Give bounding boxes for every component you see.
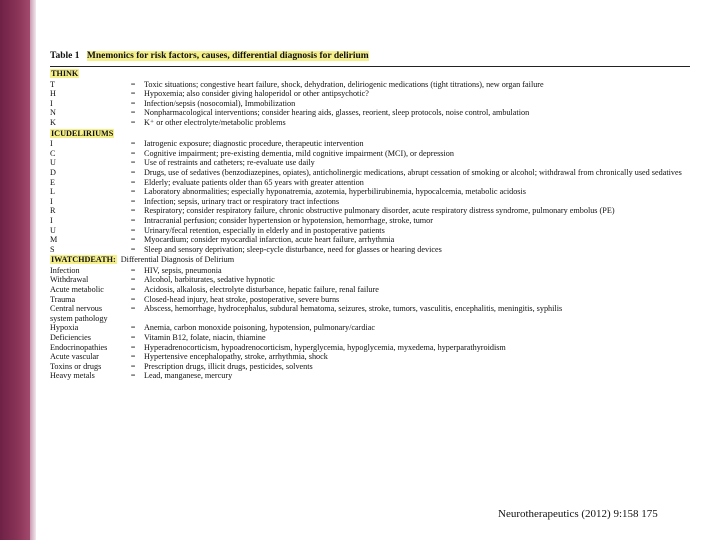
row-definition: Elderly; evaluate patients older than 65 years with greater attention: [144, 177, 364, 187]
row-separator: =: [130, 361, 136, 371]
row-definition: Drugs, use of sedatives (benzodiazepines, opiates), anticholinergic medications, abrupt cessation of smoking or alcohol; withdrawal from chronically used sedatives: [144, 167, 682, 177]
row-separator: =: [130, 225, 136, 235]
table-row: [50, 89, 690, 99]
citation: Neurotherapeutics (2012) 9:158 175: [498, 508, 658, 520]
row-key: H: [50, 89, 56, 99]
row-key: U: [50, 225, 56, 235]
table-row: [50, 285, 690, 295]
row-definition: Infection; sepsis, urinary tract or respiratory tract infections: [144, 196, 340, 206]
table-row: [50, 118, 690, 128]
row-separator: =: [130, 98, 136, 108]
table-row: [50, 226, 690, 236]
row-key: Acute vascular: [50, 352, 99, 362]
row-definition: Closed-head injury, heat stroke, postoperative, severe burns: [144, 294, 340, 304]
row-definition: Laboratory abnormalities; especially hyponatremia, azotemia, hyperbilirubinemia, hypocalcemia, metabolic acidosis: [144, 187, 526, 197]
table-row: [50, 187, 690, 197]
table-row: [50, 197, 690, 207]
row-key: Central nervous system pathology: [50, 304, 108, 323]
row-separator: =: [130, 352, 136, 362]
row-key: Heavy metals: [50, 371, 95, 381]
row-separator: =: [130, 167, 136, 177]
table-row: [50, 371, 690, 381]
table-row: [50, 99, 690, 109]
table-row: [50, 206, 690, 216]
row-separator: =: [130, 323, 136, 333]
table-row: [50, 362, 690, 372]
row-key: I: [50, 139, 53, 149]
row-definition: Iatrogenic exposure; diagnostic procedure, therapeutic intervention: [144, 139, 364, 149]
table-row: [50, 178, 690, 188]
row-definition: Sleep and sensory deprivation; sleep-cycle disturbance, need for glasses or hearing devices: [144, 244, 442, 254]
row-definition: Lead, manganese, mercury: [144, 371, 233, 381]
table-row: [50, 139, 690, 149]
table-label: Table 1: [50, 51, 80, 61]
row-definition: HIV, sepsis, pneumonia: [144, 265, 222, 275]
row-separator: =: [130, 177, 136, 187]
table-row: [50, 343, 690, 353]
section-heading-label: THINK: [51, 69, 79, 78]
row-key: T: [50, 79, 56, 89]
row-definition: K⁺ or other electrolyte/metabolic problems: [144, 117, 286, 127]
decorative-sidebar-edge: [30, 0, 36, 540]
table-row: [50, 80, 690, 90]
row-separator: =: [130, 371, 136, 381]
row-key: R: [50, 206, 56, 216]
row-separator: =: [130, 244, 136, 254]
row-key: I: [50, 98, 53, 108]
section-heading-suffix: Differential Diagnosis of Delirium: [120, 255, 235, 265]
row-key: Acute metabolic: [50, 285, 104, 295]
table-row: [50, 235, 690, 245]
row-definition: Infection/sepsis (nosocomial), Immobilization: [144, 98, 296, 108]
section-heading: [50, 255, 690, 265]
row-separator: =: [130, 196, 136, 206]
row-separator: =: [130, 333, 136, 343]
row-key: M: [50, 235, 58, 245]
row-separator: =: [130, 215, 136, 225]
row-separator: =: [130, 148, 136, 158]
row-key: E: [50, 177, 56, 187]
row-key: N: [50, 108, 56, 118]
row-separator: =: [130, 139, 136, 149]
row-definition: Intracranial perfusion; consider hypertension or hypotension, hemorrhage, stroke, tumor: [144, 215, 433, 225]
table-row: [50, 352, 690, 362]
row-separator: =: [130, 89, 136, 99]
row-separator: =: [130, 206, 136, 216]
row-separator: =: [130, 187, 136, 197]
row-definition: Respiratory; consider respiratory failure, chronic obstructive pulmonary disorder, acute respiratory distress syndrome, pulmonary embolus (PE): [144, 206, 615, 216]
section-heading-label: IWATCHDEATH:: [51, 255, 116, 265]
table-row: [50, 295, 690, 305]
row-definition: Prescription drugs, illicit drugs, pesticides, solvents: [144, 361, 313, 371]
section-heading: [50, 129, 690, 139]
row-separator: =: [130, 158, 136, 168]
row-key: Endocrinopathies: [50, 342, 108, 352]
row-separator: =: [130, 304, 136, 314]
row-definition: Alcohol, barbiturates, sedative hypnotic: [144, 275, 275, 285]
row-key: Hypoxia: [50, 323, 79, 333]
row-definition: Urinary/fecal retention, especially in elderly and in postoperative patients: [144, 225, 385, 235]
row-definition: Anemia, carbon monoxide poisoning, hypotension, pulmonary/cardiac: [144, 323, 376, 333]
row-key: Toxins or drugs: [50, 361, 102, 371]
row-key: Withdrawal: [50, 275, 89, 285]
row-separator: =: [130, 79, 136, 89]
row-definition: Hypertensive encephalopathy, stroke, arrhythmia, shock: [144, 352, 328, 362]
row-separator: =: [130, 285, 136, 295]
row-separator: =: [130, 108, 136, 118]
row-key: Infection: [50, 265, 80, 275]
row-definition: Abscess, hemorrhage, hydrocephalus, subdural hematoma, seizures, stroke, tumors, vasculitis, encephalitis, meningitis, syphilis: [144, 304, 563, 314]
row-separator: =: [130, 294, 136, 304]
table-row: [50, 168, 690, 178]
row-separator: =: [130, 342, 136, 352]
table-title: Mnemonics for risk factors, causes, differential diagnosis for delirium: [86, 51, 369, 61]
row-key: K: [50, 117, 56, 127]
row-definition: Myocardium; consider myocardial infarction, acute heart failure, arrhythmia: [144, 235, 395, 245]
table-row: [50, 245, 690, 255]
delirium-table: [50, 50, 690, 381]
table-caption: [50, 50, 690, 62]
table-row: [50, 275, 690, 285]
row-separator: =: [130, 265, 136, 275]
row-definition: Vitamin B12, folate, niacin, thiamine: [144, 333, 266, 343]
table-row: [50, 216, 690, 226]
table-row: [50, 149, 690, 159]
row-key: L: [50, 187, 56, 197]
table-row: [50, 108, 690, 118]
row-key: I: [50, 196, 53, 206]
row-separator: =: [130, 275, 136, 285]
row-key: C: [50, 148, 56, 158]
row-key: U: [50, 158, 56, 168]
table-top-rule: [50, 66, 690, 67]
row-separator: =: [130, 117, 136, 127]
table-row: [50, 333, 690, 343]
row-definition: Cognitive impairment; pre-existing dementia, mild cognitive impairment (MCI), or depression: [144, 148, 454, 158]
row-key: I: [50, 215, 53, 225]
section-heading-label: ICUDELIRIUMS: [51, 128, 114, 138]
row-key: Trauma: [50, 294, 76, 304]
row-key: S: [50, 244, 55, 254]
row-definition: Hyperadrenocorticism, hypoadrenocorticism, hyperglycemia, hypoglycemia, myxedema, hyperparathyroidism: [144, 342, 506, 352]
row-definition: Toxic situations; congestive heart failure, shock, dehydration, deliriogenic medications (tight titrations), new organ failure: [144, 79, 544, 89]
row-definition: Acidosis, alkalosis, electrolyte disturbance, hepatic failure, renal failure: [144, 285, 379, 295]
row-definition: Hypoxemia; also consider giving haloperidol or other antipsychotic?: [144, 89, 369, 99]
row-key: D: [50, 167, 56, 177]
row-definition: Use of restraints and catheters; re-evaluate use daily: [144, 158, 315, 168]
table-row: [50, 158, 690, 168]
table-row: [50, 323, 690, 333]
row-key: Deficiencies: [50, 333, 91, 343]
table-body: [50, 69, 690, 381]
row-definition: Nonpharmacological interventions; consider hearing aids, glasses, reorient, sleep protocols, noise control, ambulation: [144, 108, 530, 118]
decorative-sidebar: [0, 0, 30, 540]
table-row: [50, 304, 690, 323]
row-separator: =: [130, 235, 136, 245]
section-heading: [50, 69, 690, 79]
table-row: [50, 266, 690, 276]
